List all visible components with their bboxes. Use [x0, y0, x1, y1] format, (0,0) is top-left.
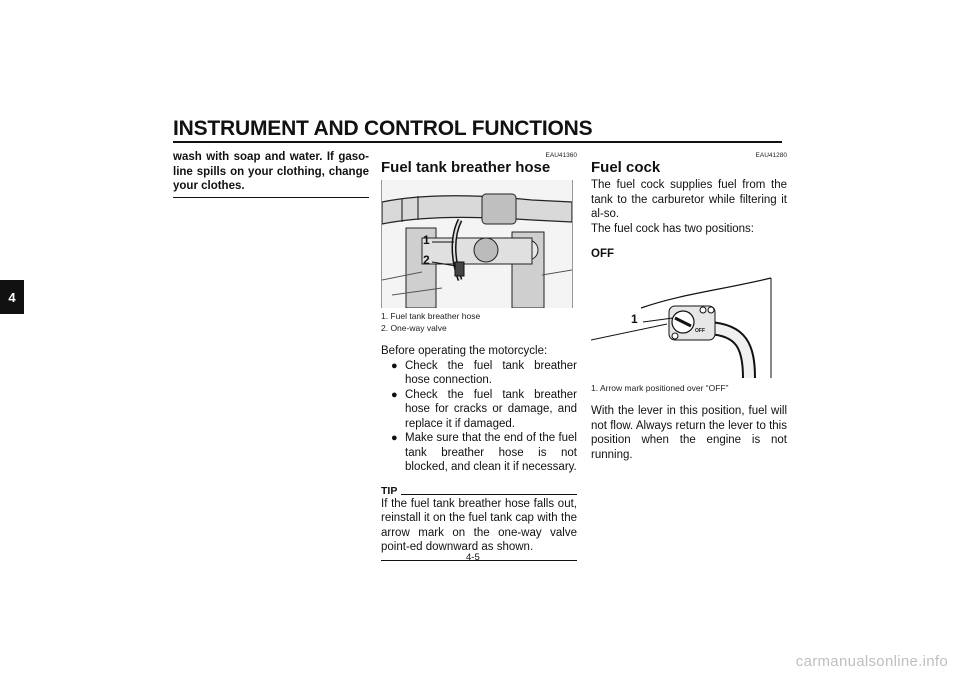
page-header-title: INSTRUMENT AND CONTROL FUNCTIONS [173, 117, 593, 140]
column-warning [173, 150, 369, 198]
bullet-dot-icon: ● [391, 359, 398, 372]
section-title-fuel-cock: Fuel cock [591, 159, 661, 176]
tip-rule [401, 494, 577, 495]
section-code: EAU41360 [545, 152, 577, 159]
tip-header [381, 485, 577, 497]
figure-callout-1: 1 [631, 312, 638, 326]
warning-end-rule [173, 197, 369, 198]
check-list [381, 359, 577, 475]
fuel-cock-illustration [591, 268, 781, 378]
fuel-cock-caption: 1. Arrow mark positioned over “OFF” [591, 383, 729, 393]
chapter-tab: 4 [0, 280, 24, 314]
breather-hose-illustration [382, 180, 572, 308]
list-item: ● Check the fuel tank breather hose connection. [391, 359, 577, 386]
tip-label: TIP [381, 484, 398, 497]
figure-callout-2: 2 [423, 253, 430, 267]
warning-continuation: wash with soap and water. If gaso-line spills on your clothing, change your clothes. [173, 151, 369, 192]
page-number: 4-5 [466, 552, 480, 563]
caption-item: 1. Fuel tank breather hose [381, 311, 481, 321]
position-heading-off: OFF [591, 248, 614, 260]
breather-hose-figure [381, 180, 573, 308]
bullet-dot-icon: ● [391, 388, 398, 401]
tip-text: If the fuel tank breather hose falls out, reinstall it on the fuel tank cap with the arrow mark on the one-way valve point-ed downward as shown. [381, 497, 577, 553]
caption-item: 2. One-way valve [381, 323, 447, 333]
intro-text: Before operating the motorcycle: [381, 345, 548, 357]
lever-off-mark: OFF [695, 328, 705, 334]
list-item: ● Make sure that the end of the fuel tank breather hose is not blocked, and clean it if necessary. [391, 432, 577, 473]
fuel-cock-positions: The fuel cock has two positions: [591, 222, 754, 235]
list-item: ● Check the fuel tank breather hose for cracks or damage, and replace it if damaged. [391, 388, 577, 430]
bullet-dot-icon: ● [391, 432, 398, 444]
column-fuel-cock [591, 150, 787, 462]
watermark: carmanualsonline.info [795, 653, 948, 670]
column-breather-hose [381, 150, 577, 561]
section-title-breather-hose: Fuel tank breather hose [381, 159, 551, 176]
figure-captions [381, 310, 577, 334]
fuel-cock-off-description: With the lever in this position, fuel will not flow. Always return the lever to this position when the engine is not running. [591, 405, 787, 461]
fuel-cock-figure [591, 268, 781, 378]
section-code: EAU41280 [755, 152, 787, 159]
fuel-cock-intro: The fuel cock supplies fuel from the tank to the carburetor while filtering it al-so. [591, 179, 787, 220]
header-rule [173, 141, 782, 143]
figure-callout-1: 1 [423, 233, 430, 247]
